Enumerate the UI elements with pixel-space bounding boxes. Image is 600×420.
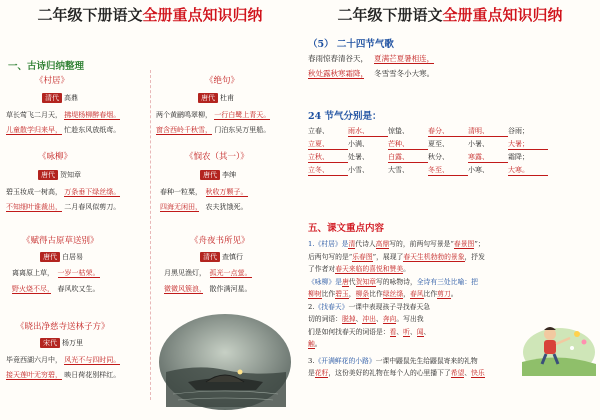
section-ancient-poems: 一、古诗归纳整理 (8, 61, 85, 72)
right-page (300, 0, 600, 420)
key-content-paragraphs: 1.《村居》是清代诗人高鼎写的，前两句写景是“春景图”； 后两句写的是“乐春图”，展现了春天生机勃勃的景象，抒发 了作者对春天来临的喜悦和赞美。 《咏柳》是唐代贺知章写的咏物诗，全诗有三处比喻：把 柳树比作碧玉，柳条比作绿丝绦，春风比作剪刀。 2.《找春天》一课中表现孩子寻找春天急 切的词语：脱掉、冲出、奔向。写出我 们是如何找春天的词语是：看、听、闻、 触。 3.《开满鲜花的小路》一课中鼹鼠先生给鼹鼠寄来的礼物 是花籽，这份美好的礼物在每个人的心里播下了希望、快乐 (308, 240, 485, 377)
left-page-title: 二年级下册语文全册重点知识归纳 (37, 6, 263, 24)
section-solar-terms-song: （5） 二十四节气歌 (308, 39, 394, 50)
solar-terms-grid: 立春、 雨水、 惊蛰、 春分、 清明、 谷雨； 立夏、 小满、 芒种、 夏至、 小暑、 大暑； 立秋、 处暑、 白露、 秋分、 寒露、 霜降； 立冬、 小雪、 大雪、 冬至、 小寒、 大寒。 (308, 126, 548, 178)
song-line-1: 春雨惊春清谷天， 夏满芒夏暑相连， (308, 54, 435, 63)
column-divider (150, 70, 151, 400)
spring-child-illustration (522, 312, 596, 376)
night-boat-illustration (158, 312, 293, 412)
solar-terms-header: 24 节气分别是： (308, 111, 382, 122)
right-page-title: 二年级下册语文全册重点知识归纳 (337, 6, 563, 24)
song-line-2: 秋处露秋寒霜降， 冬雪雪冬小大寒。 (308, 69, 435, 78)
section-key-content: 五、课文重点内容 (308, 223, 385, 234)
left-page: 二年级下册语文全册重点知识归纳 一、古诗归纳整理 《村居》 清代 高鼎 草长莺飞二月天， 拂堤杨柳醉春烟。 儿童散学归来早， 忙趁东风放纸鸢。 《绝句》 唐代 杜甫 两个黄鹂鸣翠柳， 一行白鹭上青天。 窗含西岭千秋雪， 门泊东吴万里船。 《咏柳》 唐代 贺知章 碧玉妆成一树高， 万条垂下绿丝绦。 不知细叶谁裁出， 二月春风似剪刀。 《悯农（其一）》 唐代 李绅 春种一粒粟， 秋收万颗子。 四海无闲田， 农夫犹饿死。 《赋得古原草送别》 唐代 白居易 离离原上草， 一岁一枯荣。 野火烧不尽， 春风吹又生。 《舟夜书所见》 清代 查慎行 月黑见渔灯， 孤光一点萤。 微微风簇浪， 散作满河星。 《晓出净慈寺送林子方》 宋代 杨万里 毕竟西湖六月中， 风光不与四时同。 接天莲叶无穷碧， 映日荷花别样红。 (0, 0, 300, 420)
